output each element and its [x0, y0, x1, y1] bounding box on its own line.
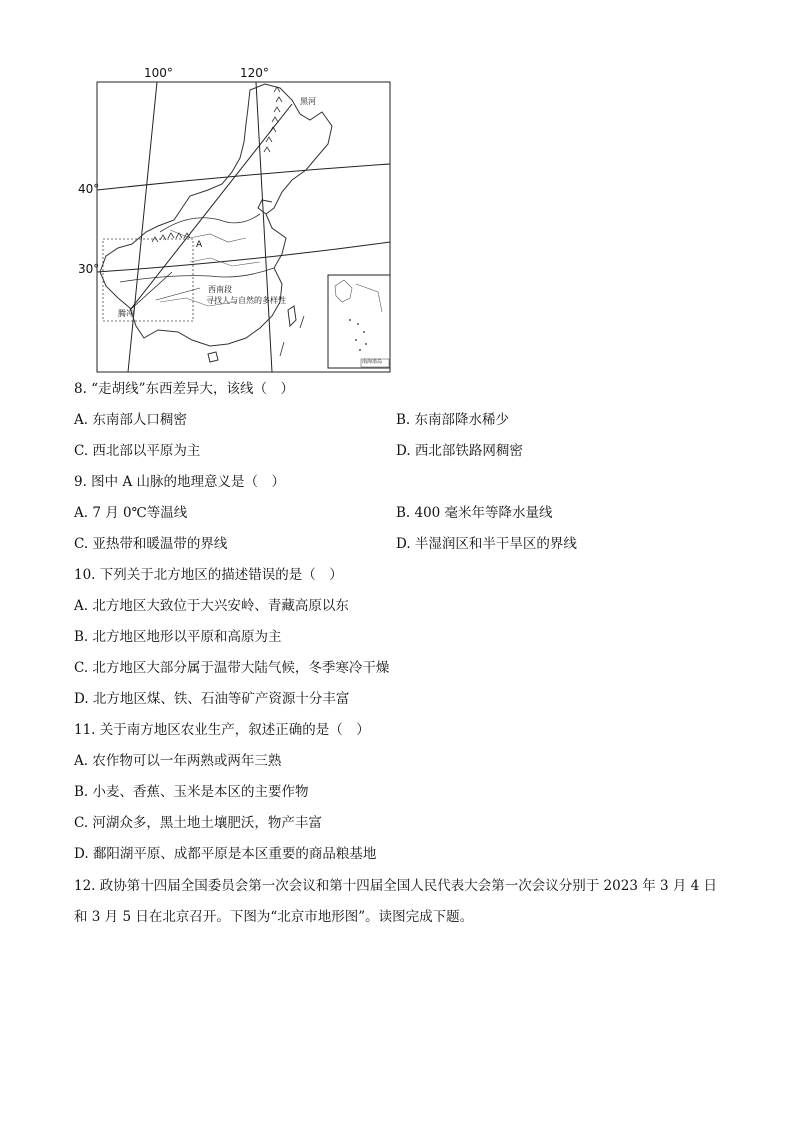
question-11-option-c: C. 河湖众多，黑土地土壤肥沃，物产丰富 — [74, 815, 322, 831]
question-8-stem: 8. “走胡线”东西差异大，该线（ ） — [74, 381, 294, 397]
lon-label-120: 120° — [240, 66, 269, 80]
china-map-svg — [60, 62, 400, 374]
question-10-option-a: A. 北方地区大致位于大兴安岭、青藏高原以东 — [74, 598, 349, 614]
lat-label-40: 40° — [78, 182, 100, 196]
question-9-option-c: C. 亚热带和暖温带的界线 — [74, 536, 228, 552]
question-12-line-2: 和 3 月 5 日在北京召开。下图为“北京市地形图”。读图完成下题。 — [74, 909, 474, 925]
lon-label-100: 100° — [144, 66, 173, 80]
question-10-option-b: B. 北方地区地形以平原和高原为主 — [74, 629, 282, 645]
china-map-figure — [60, 62, 400, 374]
question-12-line-1: 12. 政协第十四届全国委员会第一次会议和第十四届全国人民代表大会第一次会议分别于 2023 年 3 月 4 日 — [74, 878, 718, 894]
label-heihe: 黑河 — [300, 97, 316, 106]
question-10-option-c: C. 北方地区大部分属于温带大陆气候，冬季寒冷干燥 — [74, 660, 390, 676]
question-10-option-d: D. 北方地区煤、铁、石油等矿产资源十分丰富 — [74, 691, 350, 707]
annotation-southwest-title: 西南段 — [208, 285, 232, 294]
inset-label: 南海诸岛 — [362, 359, 383, 365]
label-tengchong: 腾冲 — [118, 309, 134, 318]
question-11-option-b: B. 小麦、香蕉、玉米是本区的主要作物 — [74, 784, 309, 800]
inset-frame — [328, 275, 390, 368]
question-10-stem: 10. 下列关于北方地区的描述错误的是（ ） — [74, 567, 343, 583]
question-11-stem: 11. 关于南方地区农业生产，叙述正确的是（ ） — [74, 722, 370, 738]
lat-label-30: 30° — [78, 262, 100, 276]
question-8-option-d: D. 西北部铁路网稠密 — [396, 443, 523, 459]
question-9-option-d: D. 半湿润区和半干旱区的界线 — [396, 536, 577, 552]
question-9-stem: 9. 图中 A 山脉的地理意义是（ ） — [74, 474, 286, 490]
question-9-option-b: B. 400 毫米年等降水量线 — [396, 505, 553, 521]
question-9-option-a: A. 7 月 0℃等温线 — [74, 505, 188, 521]
question-8-option-a: A. 东南部人口稠密 — [74, 412, 187, 428]
question-8-option-c: C. 西北部以平原为主 — [74, 443, 201, 459]
label-mountain-a: A — [196, 240, 203, 250]
question-11-option-a: A. 农作物可以一年两熟或两年三熟 — [74, 753, 282, 769]
question-8-option-b: B. 东南部降水稀少 — [396, 412, 510, 428]
annotation-southwest-text: 寻找人与自然的多样性 — [206, 296, 286, 305]
question-11-option-d: D. 鄱阳湖平原、成都平原是本区重要的商品粮基地 — [74, 846, 377, 862]
